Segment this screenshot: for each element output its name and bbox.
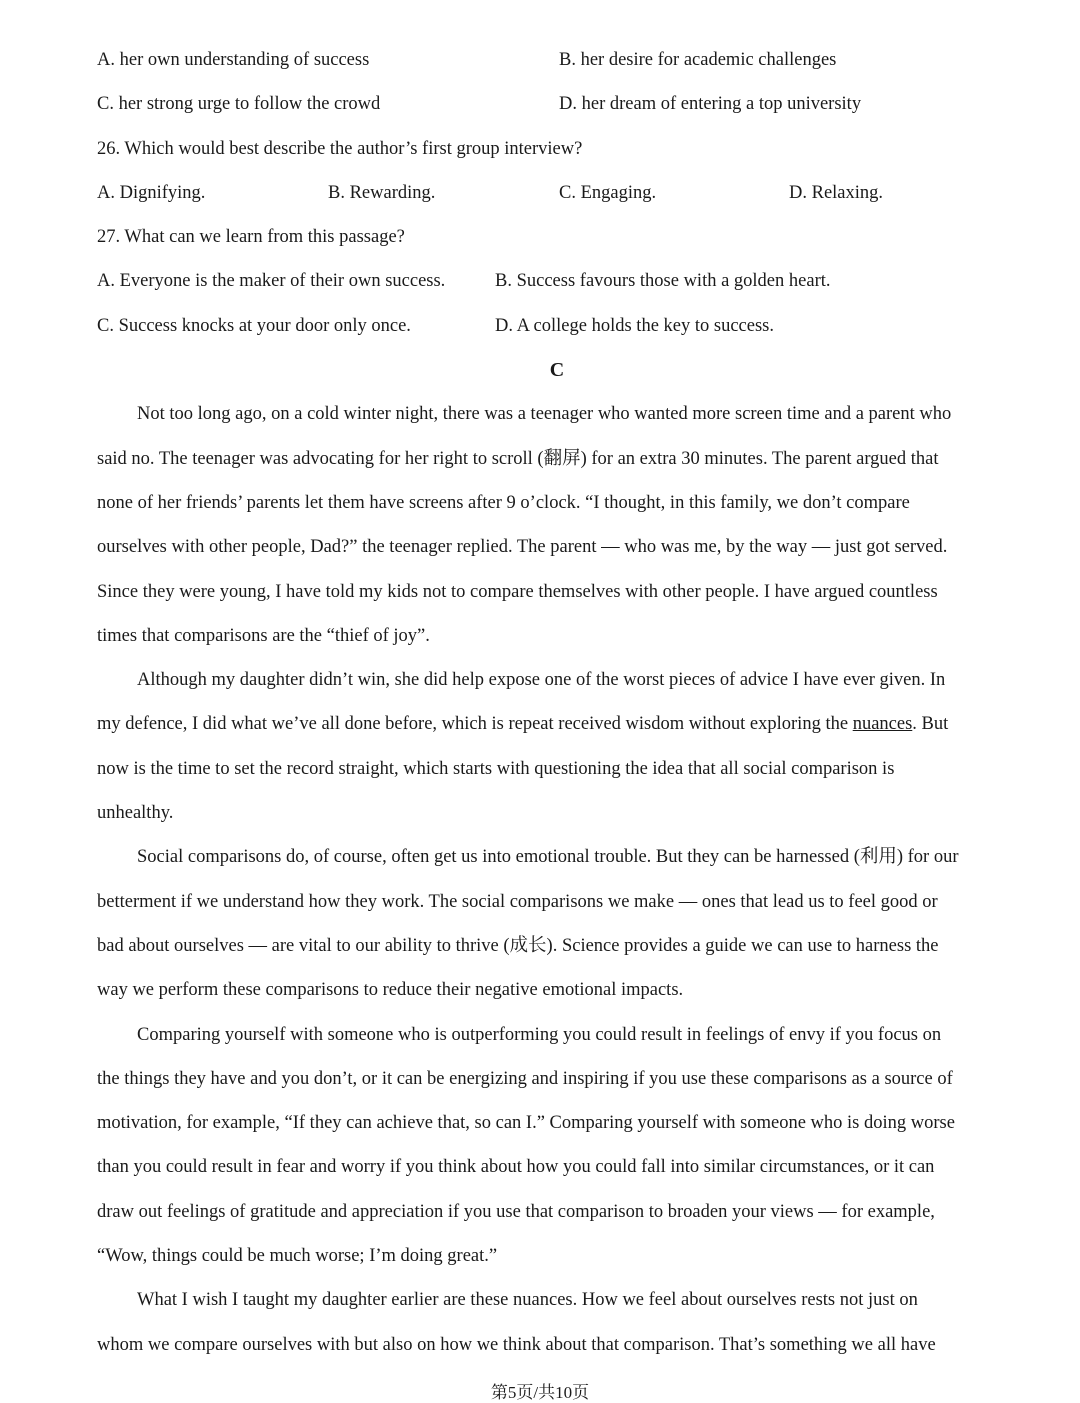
- exam-page: [97, 38, 1027, 1367]
- p2-line-4: unhealthy.: [97, 803, 174, 824]
- q26-stem: 26. Which would best describe the author’s first group interview?: [97, 138, 583, 159]
- underlined-word-nuances: nuances: [852, 714, 913, 735]
- p1-line-5: Since they were young, I have told my kids not to compare themselves with other people. I have argued countless: [97, 581, 938, 602]
- q27-option-a: A. Everyone is the maker of their own success.: [97, 271, 446, 292]
- passage-paragraph-4: [97, 1013, 1027, 1279]
- q25-options-row-2: [97, 82, 1027, 126]
- p3-line-3: bad about ourselves — are vital to our ability to thrive (成长). Science provides a guide we can use to harness the: [97, 935, 939, 956]
- q25-options-row-1: [97, 38, 1027, 82]
- p5-line-2: whom we compare ourselves with but also on how we think about that comparison. That’s something we all have: [97, 1334, 936, 1355]
- q26-option-a: A. Dignifying.: [97, 182, 206, 203]
- p3-line-4: way we perform these comparisons to reduce their negative emotional impacts.: [97, 980, 684, 1001]
- passage-paragraph-1: [97, 392, 1027, 658]
- q26-option-c: C. Engaging.: [559, 182, 657, 203]
- q25-option-a: A. her own understanding of success: [97, 50, 370, 70]
- passage-paragraph-5: [97, 1278, 1027, 1367]
- p3-line-1: Social comparisons do, of course, often get us into emotional trouble. But they can be harnessed (利用) for our: [137, 847, 959, 868]
- section-title: C: [549, 359, 565, 382]
- p5-line-1: What I wish I taught my daughter earlier are these nuances. How we feel about ourselves rests not just on: [137, 1290, 918, 1311]
- p2-line-2-before: my defence, I did what we’ve all done before, which is repeat received wisdom without exploring the: [97, 714, 853, 735]
- page-number-footer: 第5页/共10页: [490, 1383, 590, 1402]
- p1-line-4: ourselves with other people, Dad?” the teenager replied. The parent — who was me, by the way — just got served.: [97, 537, 948, 558]
- p1-line-2: said no. The teenager was advocating for her right to scroll (翻屏) for an extra 30 minutes. The parent argued that: [97, 448, 939, 469]
- p4-line-3: motivation, for example, “If they can achieve that, so can I.” Comparing yourself with someone who is doing worse: [97, 1113, 955, 1134]
- p4-line-6: “Wow, things could be much worse; I’m doing great.”: [97, 1246, 498, 1267]
- p4-line-5: draw out feelings of gratitude and appreciation if you use that comparison to broaden your views — for example,: [97, 1201, 935, 1222]
- q25-option-b: B. her desire for academic challenges: [559, 50, 837, 70]
- q27-option-c: C. Success knocks at your door only once.: [97, 315, 411, 336]
- p1-line-6: times that comparisons are the “thief of joy”.: [97, 625, 430, 646]
- passage-paragraph-3: [97, 835, 1027, 1012]
- p1-line-3: none of her friends’ parents let them have screens after 9 o’clock. “I thought, in this family, we don’t compare: [97, 492, 910, 513]
- q26-option-b: B. Rewarding.: [328, 182, 436, 203]
- q27-stem: 27. What can we learn from this passage?: [97, 227, 405, 248]
- p3-line-2: betterment if we understand how they work. The social comparisons we make — ones that lead us to feel good or: [97, 891, 938, 912]
- q27-option-b: B. Success favours those with a golden heart.: [495, 271, 831, 292]
- p2-line-3: now is the time to set the record straight, which starts with questioning the idea that all social comparison is: [97, 758, 895, 779]
- p4-line-1: Comparing yourself with someone who is outperforming you could result in feelings of envy if you focus on: [137, 1024, 942, 1045]
- q27-options-row-1: [97, 259, 1027, 303]
- q26-options-row: [97, 171, 1027, 215]
- q27-options-row-2: [97, 304, 1027, 348]
- p4-line-2: the things they have and you don’t, or it can be energizing and inspiring if you use these comparisons as a source of: [97, 1068, 953, 1089]
- p2-line-2-after: . But: [912, 714, 949, 735]
- p4-line-4: than you could result in fear and worry if you think about how you could fall into similar circumstances, or it can: [97, 1157, 935, 1178]
- q25-option-c: C. her strong urge to follow the crowd: [97, 94, 381, 115]
- p2-line-1: Although my daughter didn’t win, she did help expose one of the worst pieces of advice I have ever given. In: [137, 670, 946, 691]
- passage-paragraph-2: [97, 658, 1027, 835]
- p1-line-1: Not too long ago, on a cold winter night, there was a teenager who wanted more screen time and a parent who: [137, 404, 952, 425]
- q26-option-d: D. Relaxing.: [789, 182, 884, 203]
- q27-option-d: D. A college holds the key to success.: [495, 315, 774, 336]
- q25-option-d: D. her dream of entering a top university: [559, 94, 862, 115]
- p2-line-2: [97, 702, 1027, 746]
